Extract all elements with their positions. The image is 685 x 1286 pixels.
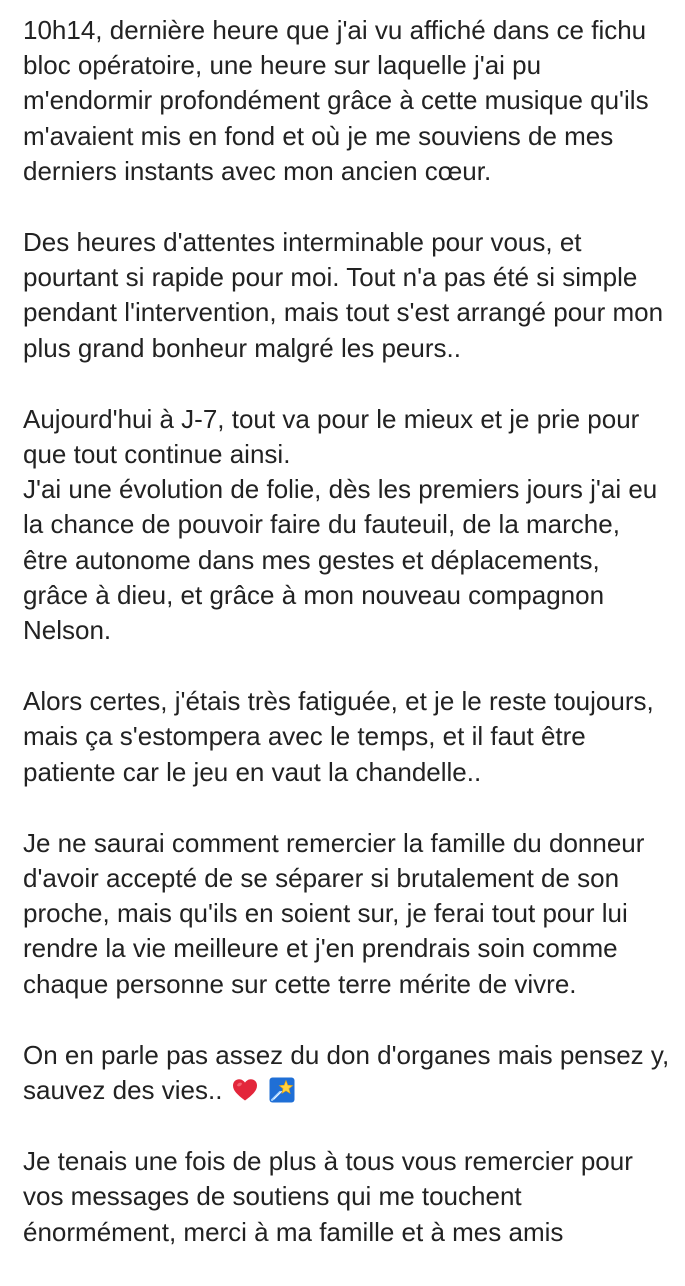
text-line: d'avoir accepté de se séparer si brutalement de son [23,863,620,894]
text-line: que tout continue ainsi. [23,439,291,470]
text-line: On en parle pas assez du don d'organes mais pensez y, [23,1039,670,1070]
paragraph-7 [23,1144,673,1250]
text-line: Je tenais une fois de plus à tous vous remercier pour [23,1146,633,1177]
text-line: la chance de pouvoir faire du fauteuil, de la marche, [23,509,620,540]
text-line: mais ça s'estompera avec le temps, et il faut être [23,721,586,752]
text-line: pendant l'intervention, mais tout s'est arrangé pour mon [23,297,664,328]
text-line: m'endormir profondément grâce à cette musique qu'ils [23,85,649,116]
text-line: rendre la vie meilleure et j'en prendrais soin comme [23,933,618,964]
text-line: être autonome dans mes gestes et déplacements, [23,544,600,575]
text-line: énormément, merci à ma famille et à mes amis [23,1216,564,1247]
paragraph-2 [23,225,673,366]
shooting-star-icon [269,1077,295,1103]
text-line: grâce à dieu, et grâce à mon nouveau compagnon [23,579,605,610]
paragraph-1 [23,13,673,189]
red-heart-icon [232,1078,258,1102]
text-line: derniers instants avec mon ancien cœur. [23,155,492,186]
text-line: Des heures d'attentes interminable pour vous, et [23,227,582,258]
paragraph-4 [23,684,673,790]
text-line: J'ai une évolution de folie, dès les premiers jours j'ai eu [23,474,658,505]
text-line-with-emojis [23,1073,673,1108]
text-fragment: sauvez des vies.. [23,1075,223,1106]
text-line: Alors certes, j'étais très fatiguée, et je le reste toujours, [23,686,654,717]
text-line: patiente car le jeu en vaut la chandelle.. [23,756,482,787]
text-line: proche, mais qu'ils en soient sur, je ferai tout pour lui [23,898,628,929]
paragraph-3 [23,402,673,648]
text-line: chaque personne sur cette terre mérite de vivre. [23,968,577,999]
text-line: bloc opératoire, une heure sur laquelle j'ai pu [23,50,542,81]
text-line: vos messages de soutiens qui me touchent [23,1181,522,1212]
text-line: Nelson. [23,615,112,646]
post-text [23,13,673,1286]
text-line: Je ne saurai comment remercier la famille du donneur [23,827,645,858]
paragraph-6 [23,1038,673,1108]
text-line: Aujourd'hui à J-7, tout va pour le mieux et je prie pour [23,403,640,434]
paragraph-5 [23,826,673,1002]
text-line: plus grand bonheur malgré les peurs.. [23,332,461,363]
text-line: 10h14, dernière heure que j'ai vu affiché dans ce fichu [23,15,647,45]
text-line: m'avaient mis en fond et où je me souviens de mes [23,120,614,151]
text-line: pourtant si rapide pour moi. Tout n'a pas été si simple [23,262,638,293]
